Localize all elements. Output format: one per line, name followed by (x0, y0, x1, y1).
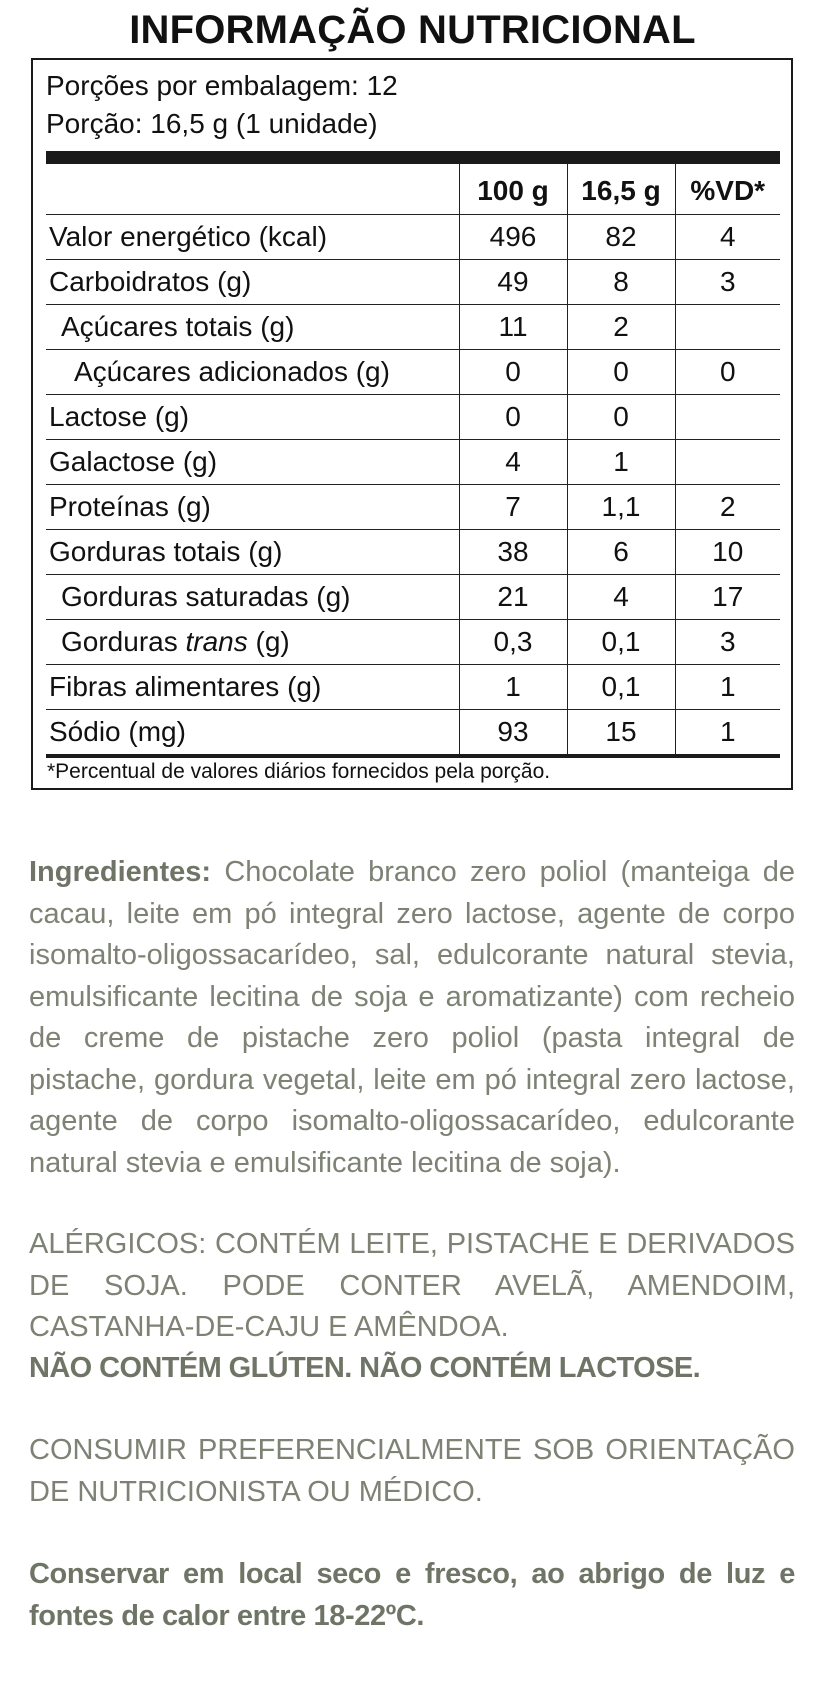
ingredients-text (29, 852, 795, 1184)
table-row (46, 485, 780, 530)
value-per-100g: 0,3 (459, 620, 567, 665)
value-per-portion: 1,1 (567, 485, 675, 530)
nutrient-label: Açúcares totais (g) (46, 305, 459, 350)
value-per-100g: 49 (459, 260, 567, 305)
value-per-100g: 0 (459, 395, 567, 440)
nutrition-table (46, 164, 780, 758)
table-row (46, 305, 780, 350)
trans-italic: trans (185, 626, 248, 657)
storage-instructions: Conservar em local seco e fresco, ao abrigo de luz e fontes de calor entre 18-22ºC. (29, 1558, 795, 1632)
table-row (46, 215, 780, 260)
consumption-advice: CONSUMIR PREFERENCIALMENTE SOB ORIENTAÇÃO DE NUTRICIONISTA OU MÉDICO. (29, 1434, 795, 1508)
nutrient-label: Sódio (mg) (46, 710, 459, 757)
header-daily-value: %VD* (675, 164, 780, 215)
thick-divider (46, 151, 780, 164)
value-daily-percent (675, 440, 780, 485)
table-header-row (46, 164, 780, 215)
nutrient-label: Gorduras trans (g) (46, 620, 459, 665)
value-per-100g: 93 (459, 710, 567, 757)
table-row (46, 665, 780, 710)
servings-per-package: Porções por embalagem: 12 (46, 70, 398, 101)
value-per-portion: 2 (567, 305, 675, 350)
value-per-portion: 0 (567, 350, 675, 395)
value-per-portion: 8 (567, 260, 675, 305)
table-row (46, 530, 780, 575)
value-daily-percent (675, 395, 780, 440)
value-per-portion: 15 (567, 710, 675, 757)
value-daily-percent: 2 (675, 485, 780, 530)
table-row (46, 440, 780, 485)
value-per-100g: 38 (459, 530, 567, 575)
table-row (46, 395, 780, 440)
table-row (46, 620, 780, 665)
nutrient-label: Carboidratos (g) (46, 260, 459, 305)
nutrition-facts-panel (31, 58, 793, 790)
value-per-portion: 0 (567, 395, 675, 440)
value-per-100g: 7 (459, 485, 567, 530)
nutrient-label: Proteínas (g) (46, 485, 459, 530)
gluten-lactose-statement: NÃO CONTÉM GLÚTEN. NÃO CONTÉM LACTOSE. (29, 1352, 701, 1384)
value-per-100g: 0 (459, 350, 567, 395)
value-daily-percent: 4 (675, 215, 780, 260)
nutrient-label: Gorduras saturadas (g) (46, 575, 459, 620)
nutrient-label: Lactose (g) (46, 395, 459, 440)
nutrient-label: Fibras alimentares (g) (46, 665, 459, 710)
nutrition-title: INFORMAÇÃO NUTRICIONAL (129, 8, 696, 52)
value-daily-percent: 3 (675, 620, 780, 665)
table-row (46, 350, 780, 395)
value-per-100g: 1 (459, 665, 567, 710)
value-per-portion: 4 (567, 575, 675, 620)
table-row (46, 710, 780, 757)
nutrient-label: Valor energético (kcal) (46, 215, 459, 260)
nutrient-label: Galactose (g) (46, 440, 459, 485)
value-daily-percent: 0 (675, 350, 780, 395)
ingredients-list: Chocolate branco zero poliol (manteiga de cacau, leite em pó integral zero lactose, agente de corpo isomalto-oligossacarídeo, sal, edulcorante natural stevia, emulsificante lecitina de soja e aromatizante) com recheio de creme de pistache zero poliol (pasta integral de pistache, gordura vegetal, leite em pó integral zero lactose, agente de corpo isomalto-oligossacarídeo, edulcorante natural stevia e emulsificante lecitina de soja). (29, 856, 795, 1179)
table-row (46, 260, 780, 305)
header-per-portion: 16,5 g (567, 164, 675, 215)
value-per-100g: 11 (459, 305, 567, 350)
value-per-100g: 4 (459, 440, 567, 485)
value-daily-percent: 17 (675, 575, 780, 620)
value-per-100g: 21 (459, 575, 567, 620)
value-per-100g: 496 (459, 215, 567, 260)
footnote: *Percentual de valores diários fornecidos pela porção. (47, 760, 551, 783)
header-label-column (46, 164, 459, 215)
table-row (46, 575, 780, 620)
allergens-text: ALÉRGICOS: CONTÉM LEITE, PISTACHE E DERIVADOS DE SOJA. PODE CONTER AVELÃ, AMENDOIM, CASTANHA-DE-CAJU E AMÊNDOA. (29, 1228, 795, 1343)
value-per-portion: 0,1 (567, 665, 675, 710)
value-per-portion: 1 (567, 440, 675, 485)
serving-size: Porção: 16,5 g (1 unidade) (46, 108, 378, 139)
value-daily-percent: 1 (675, 710, 780, 757)
value-per-portion: 82 (567, 215, 675, 260)
value-daily-percent: 3 (675, 260, 780, 305)
nutrient-label: Açúcares adicionados (g) (46, 350, 459, 395)
nutrient-label: Gorduras totais (g) (46, 530, 459, 575)
value-per-portion: 0,1 (567, 620, 675, 665)
value-daily-percent (675, 305, 780, 350)
header-per-100g: 100 g (459, 164, 567, 215)
value-daily-percent: 10 (675, 530, 780, 575)
ingredients-heading: Ingredientes: (29, 856, 212, 888)
value-per-portion: 6 (567, 530, 675, 575)
value-daily-percent: 1 (675, 665, 780, 710)
